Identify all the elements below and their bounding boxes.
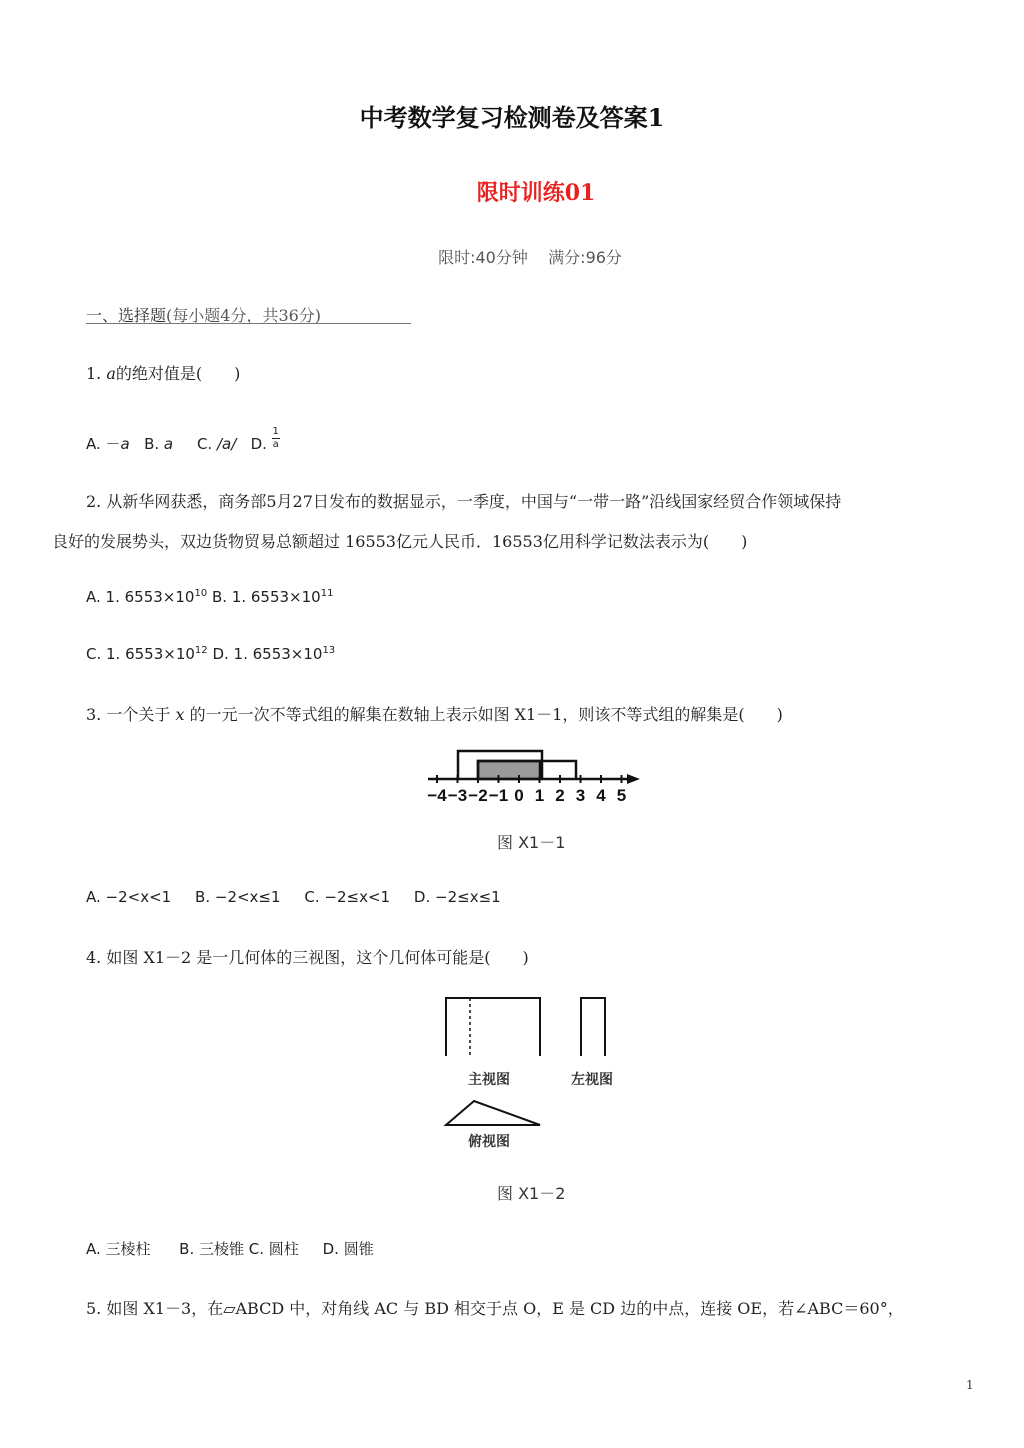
q4-option-a: A. 三棱柱 — [86, 1240, 151, 1258]
question-2-line1: 2. 从新华网获悉，商务部5月27日发布的数据显示，一季度，中国与“一带一路”沿线国家经贸合作领域保持 — [86, 492, 842, 511]
question-1 — [86, 361, 240, 384]
page-title: 中考数学复习检测卷及答案1 — [359, 103, 665, 132]
axis-tick-label: 3 — [575, 786, 586, 805]
q2-option-c: C. 1. 6553×10 — [86, 645, 195, 663]
q1-option-d: D. — [250, 435, 272, 453]
q3-option-a: A. −2<x<1 — [86, 888, 172, 906]
front-view-rect — [446, 998, 540, 1056]
q2-options-row1: A. 1. $6553\times 10^{10}$ B. 1. $6553\times 10^{11}$ — [86, 588, 334, 606]
question-4: 4. 如图 X1－2 是一几何体的三视图，这个几何体可能是( ) — [86, 948, 529, 967]
exam-meta — [0, 245, 1024, 268]
q4-option-b: B. 三棱锥 — [179, 1240, 244, 1258]
question-2-line2: 良好的发展势头，双边货物贸易总额超过 16553亿元人民币．16553亿用科学记数法表示为( ) — [52, 532, 748, 551]
q3-option-d: D. −2≤x≤1 — [413, 888, 501, 906]
figure-x1-2-caption: 图 X1－2 — [497, 1184, 566, 1203]
time-limit: 限时:40分钟 — [438, 248, 528, 267]
q3-variable: x — [175, 705, 185, 724]
question-5: 5. 如图 X1－3，在▱ABCD 中，对角线 AC 与 BD 相交于点 O，E 是 CD 边的中点，连接 OE，若∠ABC＝60°， — [86, 1299, 904, 1318]
axis-tick-label: −1 — [488, 786, 509, 805]
axis-tick-label: 1 — [534, 786, 545, 805]
q4-option-d: D. 圆锥 — [322, 1240, 374, 1258]
axis-labels — [427, 786, 626, 805]
top-view-triangle — [446, 1101, 540, 1125]
q1-options — [86, 426, 280, 456]
q1-option-c-var: /a/ — [216, 435, 237, 453]
front-view-label: 主视图 — [468, 1072, 510, 1088]
axis-tick-label: −3 — [447, 786, 468, 805]
question-3: 3. 一个关于 x 的一元一次不等式组的解集在数轴上表示如图 X1－1，则该不等式组的解集是( ) — [86, 705, 783, 724]
section-label: 一、选择题 — [86, 306, 167, 325]
number-line-figure — [420, 744, 650, 806]
section-note: (每小题4分，共36分) — [166, 306, 322, 325]
q3-options — [86, 888, 501, 906]
page-number: 1 — [966, 1378, 974, 1392]
q4-option-c: C. 圆柱 — [248, 1240, 299, 1258]
q1-number: 1. — [86, 364, 102, 383]
axis-tick-label: 2 — [555, 786, 565, 805]
top-view-figure — [440, 1097, 550, 1129]
q1-text: 的绝对值是( ) — [115, 364, 241, 383]
full-score: 满分:96分 — [548, 248, 622, 267]
q3-option-c: C. −2≤x<1 — [304, 888, 391, 906]
section-divider — [86, 323, 411, 324]
three-view-front-left — [440, 994, 650, 1056]
solution-region — [478, 761, 540, 779]
q2-option-b: B. 1. 6553×10 — [211, 588, 321, 606]
q1-option-b-var: a — [163, 435, 174, 453]
q2-option-d: D. 1. 6553×10 — [212, 645, 323, 663]
axis-tick-label: −4 — [427, 786, 447, 805]
axis-tick-label: −2 — [468, 786, 488, 805]
q1-option-c: C. — [196, 435, 217, 453]
q2-options-row2: C. 1. $6553\times 10^{12}$ D. 1. $6553\times 10^{13}$ — [86, 645, 336, 663]
q4-options — [86, 1238, 374, 1259]
figure-x1-1-caption: 图 X1－1 — [497, 833, 566, 852]
q1-option-a-var: a — [120, 435, 130, 453]
axis-tick-label: 5 — [616, 786, 627, 805]
q1-variable: a — [106, 364, 116, 383]
q2-option-a: A. 1. 6553×10 — [86, 588, 195, 606]
axis-tick-label: 4 — [596, 786, 606, 805]
q3-option-b: B. −2<x≤1 — [195, 888, 281, 906]
page-subtitle: 限时训练01 — [476, 180, 596, 206]
q1-option-a: A. － — [86, 435, 121, 453]
axis-tick-label: 0 — [514, 786, 524, 805]
left-view-label: 左视图 — [571, 1072, 613, 1088]
q1-option-d-fraction: $\frac{1}{a}$ — [272, 426, 279, 450]
left-view-rect — [581, 998, 605, 1056]
top-view-label: 俯视图 — [468, 1134, 510, 1150]
axis-arrow — [627, 774, 640, 784]
q1-option-b: B. — [144, 435, 164, 453]
